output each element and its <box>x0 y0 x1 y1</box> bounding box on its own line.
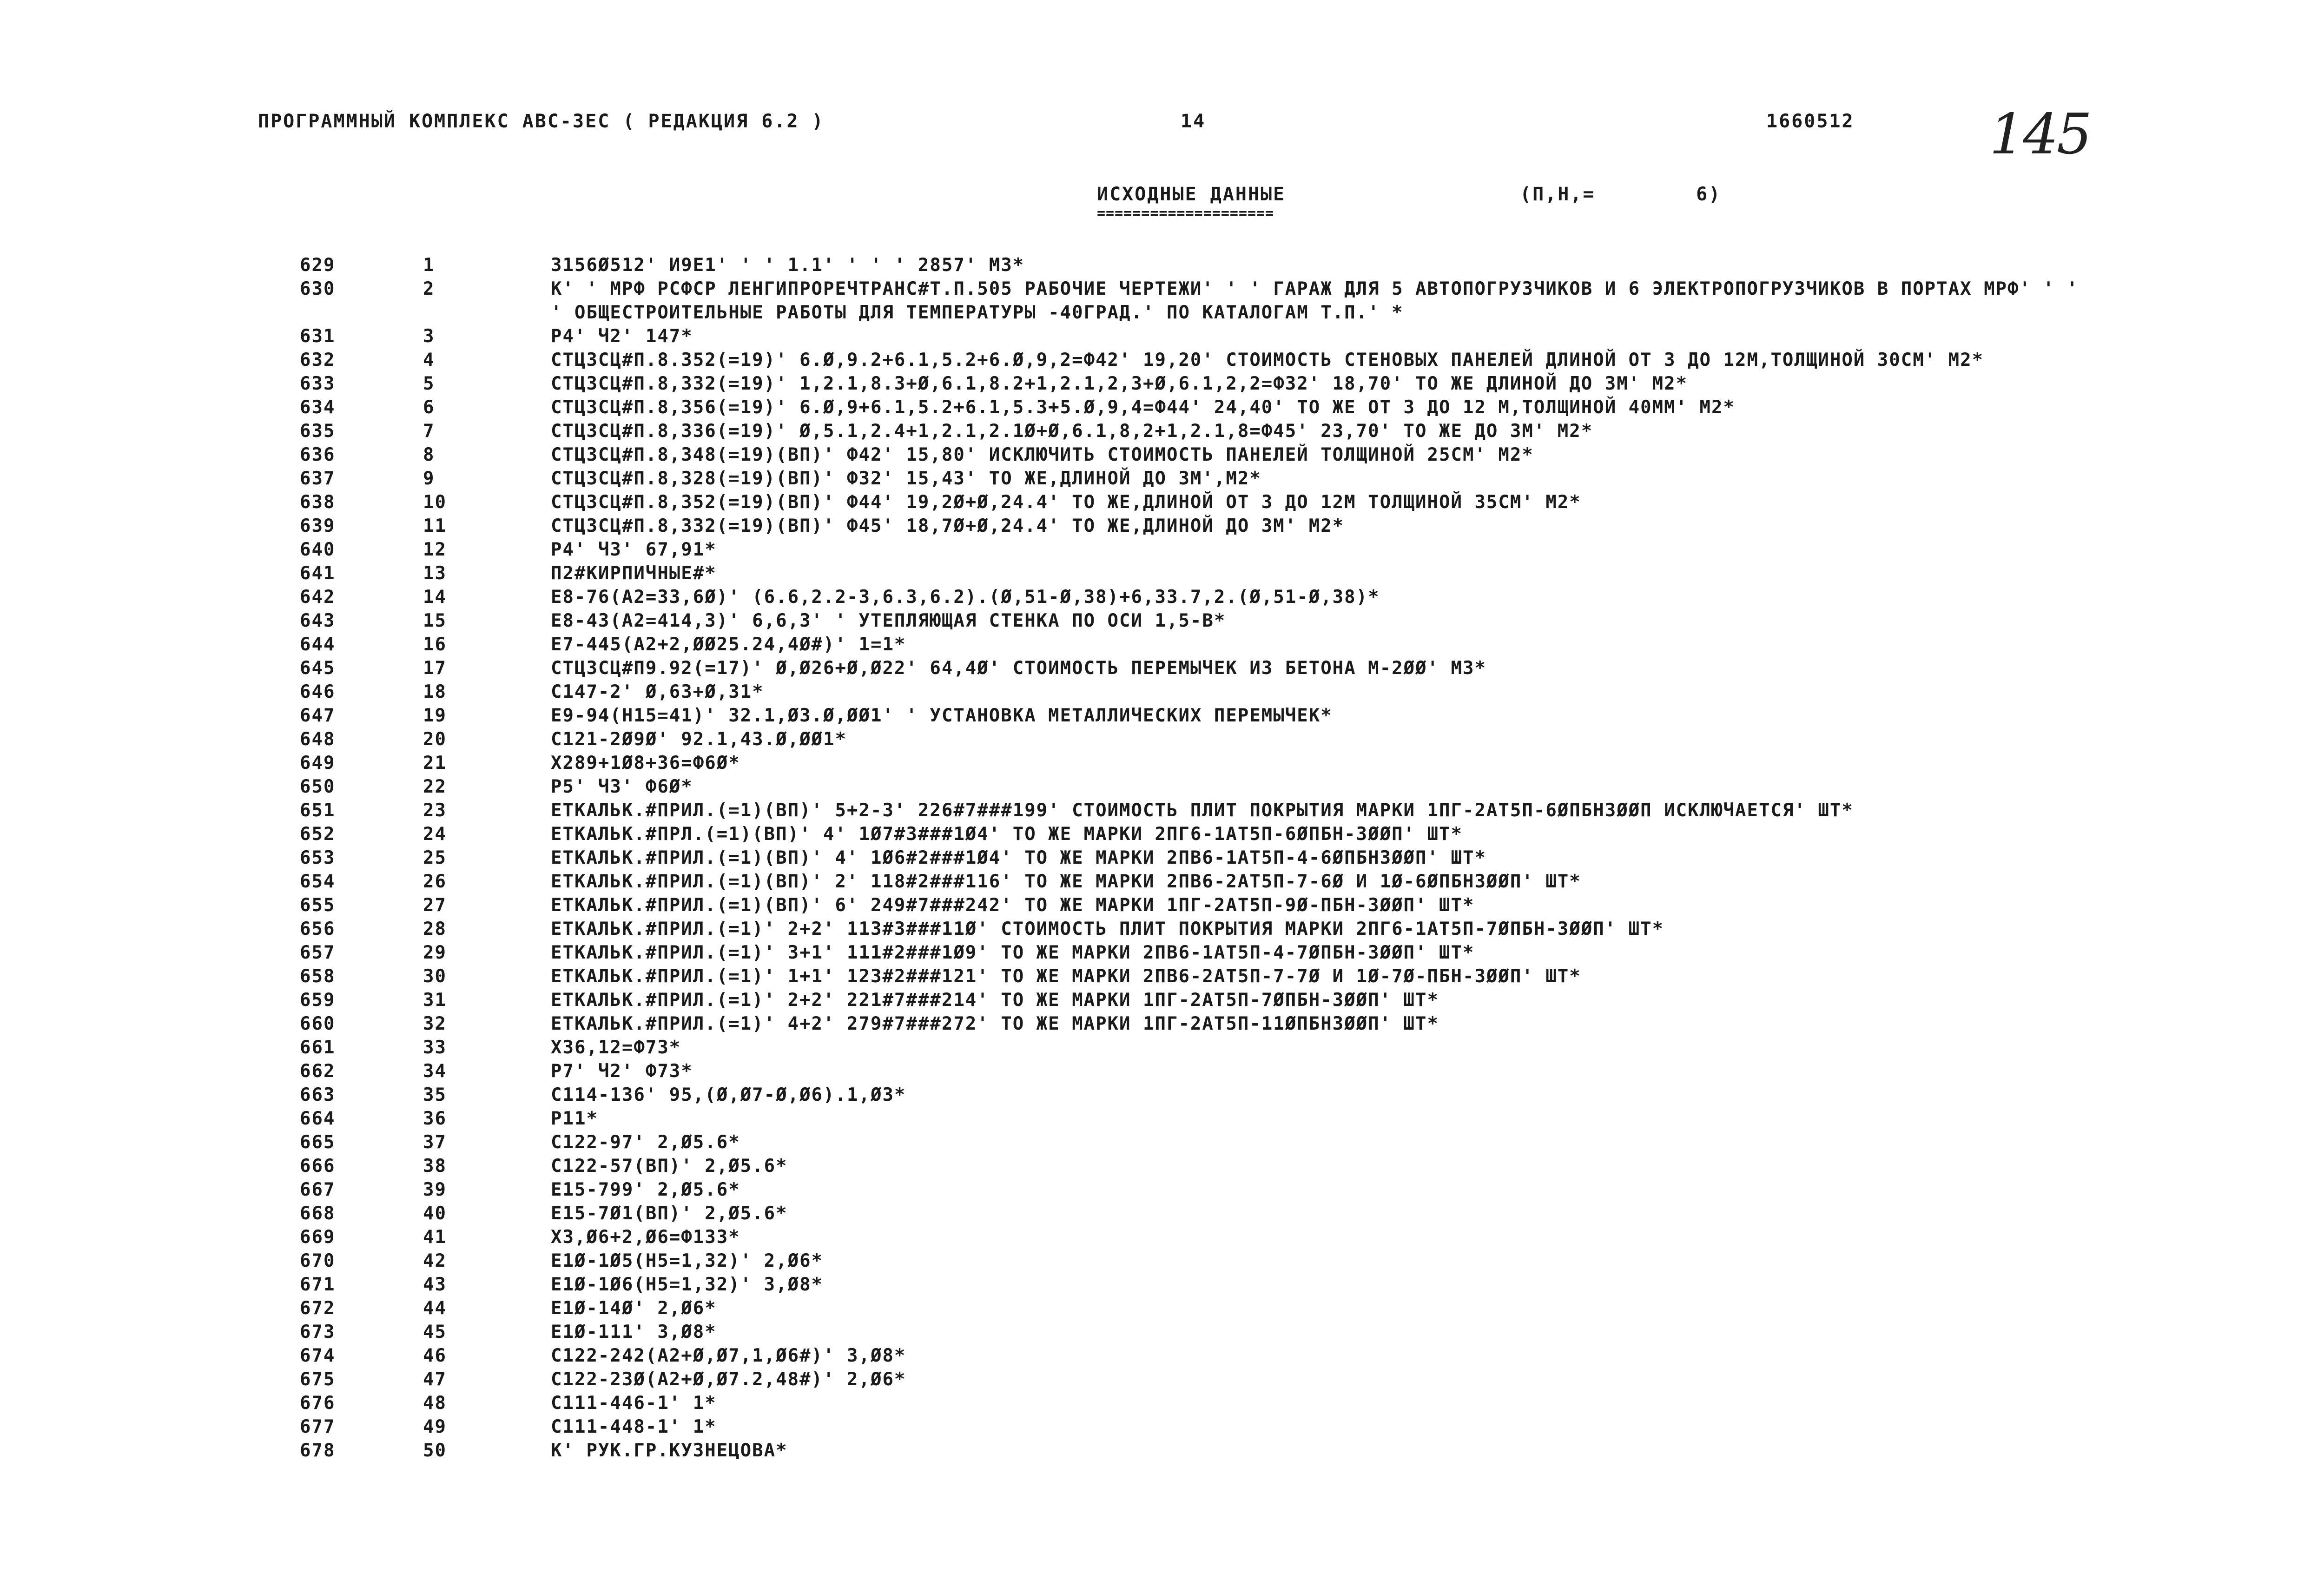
statement-number: 23 <box>423 800 447 821</box>
statement-number: 12 <box>423 539 447 560</box>
line-number: 651 <box>300 800 336 821</box>
line-number: 665 <box>300 1132 336 1153</box>
statement-number: 22 <box>423 776 447 797</box>
line-number: 664 <box>300 1108 336 1129</box>
listing-row <box>0 585 2324 609</box>
listing-row <box>0 514 2324 538</box>
line-number: 634 <box>300 397 336 418</box>
listing-row <box>0 965 2324 988</box>
statement-text: К' ' МРФ РСФСР ЛЕНГИПРОРЕЧТРАНС#Т.П.505 РАБОЧИЕ ЧЕРТЕЖИ' ' ' ГАРАЖ ДЛЯ 5 АВТОПОГРУЗЧИКОВ И 6 ЭЛЕКТРОПОГРУЗЧИКОВ В ПОРТАХ МРФ' ' ' ' ОБЩЕСТРОИТЕЛЬНЫЕ РАБОТЫ ДЛЯ ТЕМПЕРАТУРЫ -40ГРАД.' ПО КАТАЛОГАМ Т.П.' * <box>551 278 2091 323</box>
line-number: 653 <box>300 847 336 868</box>
statement-text: Е1Ø-1Ø6(Н5=1,32)' 3,Ø8* <box>551 1274 824 1295</box>
statement-number: 5 <box>423 373 435 394</box>
line-number: 666 <box>300 1156 336 1177</box>
line-number: 663 <box>300 1084 336 1105</box>
listing-row <box>0 1178 2324 1202</box>
listing-row <box>0 704 2324 727</box>
line-number: 676 <box>300 1393 336 1414</box>
line-number: 652 <box>300 824 336 845</box>
statement-text: Е8-43(А2=414,3)' 6,6,3' ' УТЕПЛЯЮЩАЯ СТЕНКА ПО ОСИ 1,5-В* <box>551 610 1226 631</box>
listing-row <box>0 1320 2324 1344</box>
statement-number: 9 <box>423 468 435 489</box>
listing-row <box>0 396 2324 419</box>
statement-number: 47 <box>423 1369 447 1390</box>
listing-row <box>0 822 2324 846</box>
statement-text: Р7' Ч2' Ф73* <box>551 1061 693 1082</box>
listing-row <box>0 917 2324 941</box>
statement-number: 18 <box>423 681 447 702</box>
statement-number: 31 <box>423 990 447 1011</box>
listing-row <box>0 348 2324 372</box>
listing-row <box>0 419 2324 443</box>
listing-row <box>0 656 2324 680</box>
listing-row <box>0 324 2324 348</box>
listing-row <box>0 893 2324 917</box>
statement-text: ЕТКАЛЬК.#ПРИЛ.(=1)' 2+2' 113#3###11Ø' СТОИМОСТЬ ПЛИТ ПОКРЫТИЯ МАРКИ 2ПГ6-1АТ5П-7ØПБН-3ØØП' ШТ* <box>551 919 1664 939</box>
line-number: 660 <box>300 1013 336 1034</box>
listing-row <box>0 253 2324 277</box>
statement-number: 38 <box>423 1156 447 1177</box>
listing-row <box>0 727 2324 751</box>
statement-number: 3 <box>423 326 435 347</box>
line-number: 646 <box>300 681 336 702</box>
statement-text: С122-57(ВП)' 2,Ø5.6* <box>551 1156 788 1177</box>
listing-row <box>0 1344 2324 1368</box>
statement-text: ЕТКАЛЬК.#ПРЛ.(=1)(ВП)' 4' 1Ø7#3###1Ø4' ТО ЖЕ МАРКИ 2ПГ6-1АТ5П-6ØПБН-3ØØП' ШТ* <box>551 824 1463 845</box>
listing-row <box>0 1368 2324 1391</box>
statement-number: 34 <box>423 1061 447 1082</box>
statement-number: 42 <box>423 1250 447 1271</box>
statement-text: Р4' Ч3' 67,91* <box>551 539 717 560</box>
listing-row <box>0 633 2324 656</box>
listing-row <box>0 467 2324 490</box>
listing-row <box>0 1154 2324 1178</box>
statement-number: 16 <box>423 634 447 655</box>
statement-number: 1 <box>423 255 435 276</box>
statement-text: С121-2Ø9Ø' 92.1,43.Ø,ØØ1* <box>551 729 847 750</box>
statement-number: 13 <box>423 563 447 584</box>
statement-text: Р4' Ч2' 147* <box>551 326 693 347</box>
listing-row <box>0 941 2324 965</box>
statement-text: Е9-94(Н15=41)' 32.1,Ø3.Ø,ØØ1' ' УСТАНОВКА МЕТАЛЛИЧЕСКИХ ПЕРЕМЫЧЕК* <box>551 705 1333 726</box>
statement-text: Х289+1Ø8+36=Ф6Ø* <box>551 753 740 774</box>
statement-number: 27 <box>423 895 447 916</box>
statement-text: С111-446-1' 1* <box>551 1393 717 1414</box>
listing-row <box>0 538 2324 562</box>
listing-row <box>0 609 2324 633</box>
statement-number: 20 <box>423 729 447 750</box>
statement-text: С122-23Ø(А2+Ø,Ø7.2,48#)' 2,Ø6* <box>551 1369 906 1390</box>
statement-text: ЕТКАЛЬК.#ПРИЛ.(=1)(ВП)' 4' 1Ø6#2###1Ø4' ТО ЖЕ МАРКИ 2ПВ6-1АТ5П-4-6ØПБН3ØØП' ШТ* <box>551 847 1486 868</box>
title-underline: ==================== <box>1097 205 1274 222</box>
statement-text: С147-2' Ø,63+Ø,31* <box>551 681 764 702</box>
listing-row <box>0 1273 2324 1296</box>
line-number: 673 <box>300 1322 336 1342</box>
statement-number: 44 <box>423 1298 447 1319</box>
line-number: 677 <box>300 1416 336 1437</box>
line-number: 678 <box>300 1440 336 1461</box>
line-number: 635 <box>300 421 336 442</box>
statement-text: Х36,12=Ф73* <box>551 1037 681 1058</box>
line-number: 667 <box>300 1179 336 1200</box>
statement-text: Х3,Ø6+2,Ø6=Ф133* <box>551 1227 740 1248</box>
listing-row <box>0 1036 2324 1059</box>
statement-number: 15 <box>423 610 447 631</box>
listing-row <box>0 846 2324 870</box>
statement-text: С111-448-1' 1* <box>551 1416 717 1437</box>
statement-text: СТЦЗСЦ#П9.92(=17)' Ø,Ø26+Ø,Ø22' 64,4Ø' СТОИМОСТЬ ПЕРЕМЫЧЕК ИЗ БЕТОНА М-2ØØ' М3* <box>551 658 1486 679</box>
statement-number: 32 <box>423 1013 447 1034</box>
statement-number: 30 <box>423 966 447 987</box>
listing-row <box>0 443 2324 467</box>
statement-text: СТЦЗСЦ#П.8,356(=19)' 6.Ø,9+6.1,5.2+6.1,5.3+5.Ø,9,4=Ф44' 24,40' ТО ЖЕ ОТ 3 ДО 12 М,ТОЛЩИНОЙ 40ММ' М2* <box>551 397 1735 418</box>
statement-number: 11 <box>423 516 447 536</box>
statement-text: ЕТКАЛЬК.#ПРИЛ.(=1)(ВП)' 5+2-3' 226#7###199' СТОИМОСТЬ ПЛИТ ПОКРЫТИЯ МАРКИ 1ПГ-2АТ5П-6ØПБН3ØØП ИСКЛЮЧАЕТСЯ' ШТ* <box>551 800 1854 821</box>
listing-row <box>0 870 2324 893</box>
statement-text: СТЦЗСЦ#П.8,332(=19)' 1,2.1,8.3+Ø,6.1,8.2+1,2.1,2,3+Ø,6.1,2,2=Ф32' 18,70' ТО ЖЕ ДЛИНОЙ ДО 3М' М2* <box>551 373 1688 394</box>
statement-number: 26 <box>423 871 447 892</box>
statement-text: ЕТКАЛЬК.#ПРИЛ.(=1)' 1+1' 123#2###121' ТО ЖЕ МАРКИ 2ПВ6-2АТ5П-7-7Ø И 1Ø-7Ø-ПБН-3ØØП' ШТ* <box>551 966 1581 987</box>
statement-text: СТЦЗСЦ#П.8.352(=19)' 6.Ø,9.2+6.1,5.2+6.Ø,9,2=Ф42' 19,20' СТОИМОСТЬ СТЕНОВЫХ ПАНЕЛЕЙ ДЛИНОЙ ОТ 3 ДО 12М,ТОЛЩИНОЙ 30СМ' М2* <box>551 350 1984 370</box>
listing-row <box>0 562 2324 585</box>
statement-number: 40 <box>423 1203 447 1224</box>
statement-text: Е15-7Ø1(ВП)' 2,Ø5.6* <box>551 1203 788 1224</box>
line-number: 655 <box>300 895 336 916</box>
statement-text: Р11* <box>551 1108 598 1129</box>
line-number: 675 <box>300 1369 336 1390</box>
line-number: 669 <box>300 1227 336 1248</box>
statement-text: Р5' Ч3' Ф6Ø* <box>551 776 693 797</box>
line-number: 633 <box>300 373 336 394</box>
line-number: 639 <box>300 516 336 536</box>
listing-row <box>0 988 2324 1012</box>
statement-text: К' РУК.ГР.КУЗНЕЦОВА* <box>551 1440 788 1461</box>
statement-number: 21 <box>423 753 447 774</box>
line-number: 645 <box>300 658 336 679</box>
line-number: 630 <box>300 278 336 299</box>
statement-text: С122-242(А2+Ø,Ø7,1,Ø6#)' 3,Ø8* <box>551 1345 906 1366</box>
statement-number: 10 <box>423 492 447 513</box>
statement-text: Е7-445(А2+2,ØØ25.24,4Ø#)' 1=1* <box>551 634 906 655</box>
statement-number: 28 <box>423 919 447 939</box>
statement-number: 37 <box>423 1132 447 1153</box>
line-number: 650 <box>300 776 336 797</box>
statement-text: П2#КИРПИЧНЫЕ#* <box>551 563 717 584</box>
line-number: 648 <box>300 729 336 750</box>
document-number: 1660512 <box>1766 111 1855 132</box>
statement-number: 36 <box>423 1108 447 1129</box>
statement-number: 6 <box>423 397 435 418</box>
line-number: 649 <box>300 753 336 774</box>
line-number: 658 <box>300 966 336 987</box>
line-number: 647 <box>300 705 336 726</box>
pn-parameter: (П,Н,= 6) <box>1520 184 1722 205</box>
statement-number: 7 <box>423 421 435 442</box>
statement-text: Е8-76(А2=33,6Ø)' (6.6,2.2-3,6.3,6.2).(Ø,51-Ø,38)+6,33.7,2.(Ø,51-Ø,38)* <box>551 587 1380 608</box>
listing-row <box>0 775 2324 799</box>
program-header: ПРОГРАММНЫЙ КОМПЛЕКС АВС-ЗЕС ( РЕДАКЦИЯ 6.2 ) <box>258 111 825 132</box>
line-number: 662 <box>300 1061 336 1082</box>
statement-text: С114-136' 95,(Ø,Ø7-Ø,Ø6).1,Ø3* <box>551 1084 906 1105</box>
statement-text: СТЦЗСЦ#П.8,348(=19)(ВП)' Ф42' 15,80' ИСКЛЮЧИТЬ СТОИМОСТЬ ПАНЕЛЕЙ ТОЛЩИНОЙ 25СМ' М2* <box>551 444 1534 465</box>
statement-text: СТЦЗСЦ#П.8,332(=19)(ВП)' Ф45' 18,7Ø+Ø,24.4' ТО ЖЕ,ДЛИНОЙ ДО 3М' М2* <box>551 516 1345 536</box>
statement-number: 8 <box>423 444 435 465</box>
statement-text: ЕТКАЛЬК.#ПРИЛ.(=1)(ВП)' 2' 118#2###116' ТО ЖЕ МАРКИ 2ПВ6-2АТ5П-7-6Ø И 1Ø-6ØПБН3ØØП' ШТ* <box>551 871 1581 892</box>
listing-row <box>0 1296 2324 1320</box>
line-number: 656 <box>300 919 336 939</box>
line-number: 638 <box>300 492 336 513</box>
statement-number: 33 <box>423 1037 447 1058</box>
listing-row <box>0 372 2324 396</box>
listing-row <box>0 1083 2324 1107</box>
line-number: 657 <box>300 942 336 963</box>
statement-text: ЕТКАЛЬК.#ПРИЛ.(=1)' 4+2' 279#7###272' ТО ЖЕ МАРКИ 1ПГ-2АТ5П-11ØПБН3ØØП' ШТ* <box>551 1013 1439 1034</box>
line-number: 644 <box>300 634 336 655</box>
line-number: 637 <box>300 468 336 489</box>
line-number: 659 <box>300 990 336 1011</box>
statement-text: Е1Ø-1Ø5(Н5=1,32)' 2,Ø6* <box>551 1250 824 1271</box>
listing-row <box>0 680 2324 704</box>
line-number: 636 <box>300 444 336 465</box>
listing-row <box>0 1225 2324 1249</box>
listing-row <box>0 1439 2324 1462</box>
statement-number: 46 <box>423 1345 447 1366</box>
statement-number: 24 <box>423 824 447 845</box>
statement-text: Е1Ø-14Ø' 2,Ø6* <box>551 1298 717 1319</box>
line-number: 643 <box>300 610 336 631</box>
statement-text: С122-97' 2,Ø5.6* <box>551 1132 740 1153</box>
statement-number: 43 <box>423 1274 447 1295</box>
handwritten-sheet-number: 145 <box>1989 102 2091 167</box>
data-listing <box>0 253 2324 1462</box>
listing-row <box>0 1415 2324 1439</box>
listing-row <box>0 751 2324 775</box>
statement-text: Е1Ø-111' 3,Ø8* <box>551 1322 717 1342</box>
statement-number: 29 <box>423 942 447 963</box>
line-number: 654 <box>300 871 336 892</box>
statement-number: 50 <box>423 1440 447 1461</box>
line-number: 672 <box>300 1298 336 1319</box>
statement-text: Е15-799' 2,Ø5.6* <box>551 1179 740 1200</box>
line-number: 640 <box>300 539 336 560</box>
statement-text: СТЦЗСЦ#П.8,352(=19)(ВП)' Ф44' 19,2Ø+Ø,24.4' ТО ЖЕ,ДЛИНОЙ ОТ 3 ДО 12М ТОЛЩИНОЙ 35СМ' М2* <box>551 492 1581 513</box>
statement-number: 35 <box>423 1084 447 1105</box>
listing-row <box>0 1012 2324 1036</box>
line-number: 671 <box>300 1274 336 1295</box>
statement-text: ЕТКАЛЬК.#ПРИЛ.(=1)' 2+2' 221#7###214' ТО ЖЕ МАРКИ 1ПГ-2АТ5П-7ØПБН-3ØØП' ШТ* <box>551 990 1439 1011</box>
statement-text: ЕТКАЛЬК.#ПРИЛ.(=1)(ВП)' 6' 249#7###242' ТО ЖЕ МАРКИ 1ПГ-2АТ5П-9Ø-ПБН-3ØØП' ШТ* <box>551 895 1475 916</box>
statement-text: СТЦЗСЦ#П.8,336(=19)' Ø,5.1,2.4+1,2.1,2.1Ø+Ø,6.1,8,2+1,2.1,8=Ф45' 23,70' ТО ЖЕ ДО 3М' М2* <box>551 421 1593 442</box>
listing-row <box>0 1249 2324 1273</box>
statement-number: 4 <box>423 350 435 370</box>
statement-number: 41 <box>423 1227 447 1248</box>
line-number: 631 <box>300 326 336 347</box>
page-title: ИСХОДНЫЕ ДАННЫЕ <box>1097 184 1286 205</box>
line-number: 632 <box>300 350 336 370</box>
statement-text: 3156Ø512' И9Е1' ' ' 1.1' ' ' ' 2857' М3* <box>551 255 1025 276</box>
statement-text: ЕТКАЛЬК.#ПРИЛ.(=1)' 3+1' 111#2###1Ø9' ТО ЖЕ МАРКИ 2ПВ6-1АТ5П-4-7ØПБН-3ØØП' ШТ* <box>551 942 1475 963</box>
line-number: 641 <box>300 563 336 584</box>
page-number: 14 <box>1181 111 1206 132</box>
listing-row <box>0 1107 2324 1131</box>
statement-number: 39 <box>423 1179 447 1200</box>
listing-row <box>0 1202 2324 1225</box>
statement-number: 48 <box>423 1393 447 1414</box>
statement-number: 49 <box>423 1416 447 1437</box>
line-number: 661 <box>300 1037 336 1058</box>
line-number: 642 <box>300 587 336 608</box>
listing-row <box>0 490 2324 514</box>
statement-number: 14 <box>423 587 447 608</box>
statement-number: 19 <box>423 705 447 726</box>
line-number: 670 <box>300 1250 336 1271</box>
line-number: 674 <box>300 1345 336 1366</box>
line-number: 629 <box>300 255 336 276</box>
listing-row <box>0 1059 2324 1083</box>
listing-row <box>0 277 2324 324</box>
statement-number: 25 <box>423 847 447 868</box>
statement-text: СТЦЗСЦ#П.8,328(=19)(ВП)' Ф32' 15,43' ТО ЖЕ,ДЛИНОЙ ДО 3М',М2* <box>551 468 1261 489</box>
statement-number: 2 <box>423 278 435 299</box>
listing-row <box>0 1391 2324 1415</box>
statement-number: 45 <box>423 1322 447 1342</box>
line-number: 668 <box>300 1203 336 1224</box>
listing-row <box>0 1131 2324 1154</box>
statement-number: 17 <box>423 658 447 679</box>
listing-row <box>0 799 2324 822</box>
